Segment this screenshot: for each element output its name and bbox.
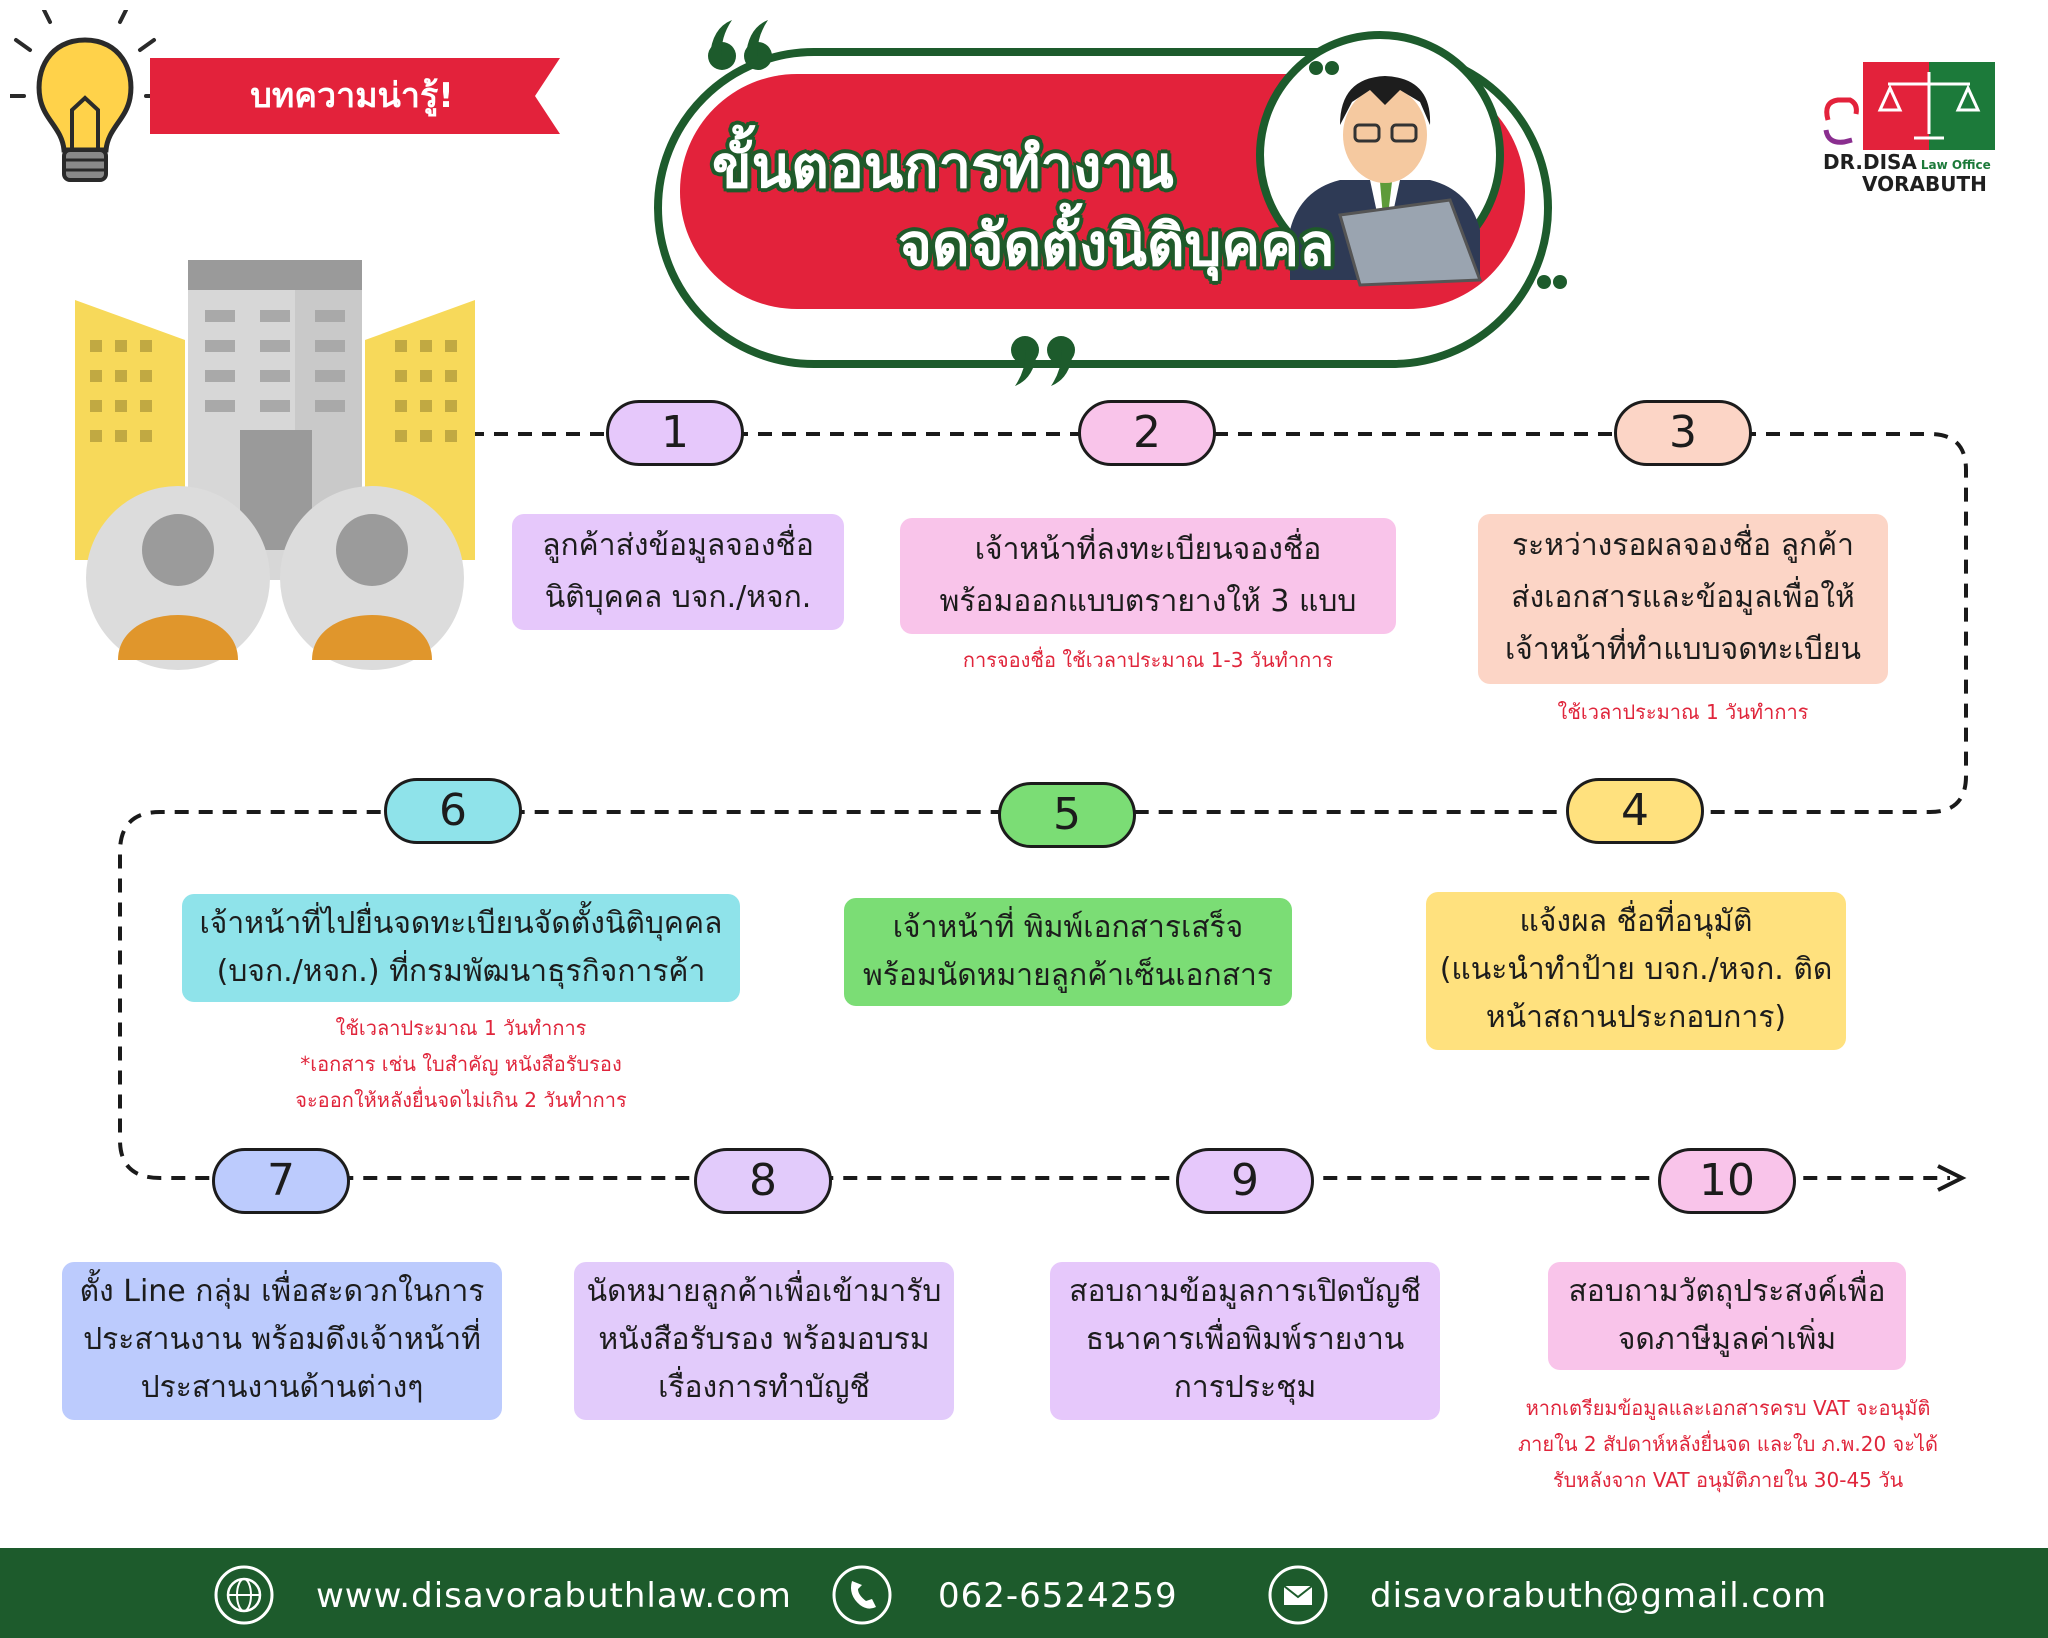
step-2-number: 2 xyxy=(1078,400,1216,466)
step-10-number: 10 xyxy=(1658,1148,1796,1214)
lightbulb-icon xyxy=(10,10,160,210)
step-9-description: สอบถามข้อมูลการเปิดบัญชี ธนาคารเพื่อพิมพ์รายงาน การประชุม xyxy=(1050,1262,1440,1420)
step-8-description: นัดหมายลูกค้าเพื่อเข้ามารับ หนังสือรับรอง พร้อมอบรม เรื่องการทำบัญชี xyxy=(574,1262,954,1420)
email-icon xyxy=(1268,1565,1328,1625)
globe-icon xyxy=(214,1565,274,1625)
step-6-description: เจ้าหน้าที่ไปยื่นจดทะเบียนจัดตั้งนิติบุคคล (บจก./หจก.) ที่กรมพัฒนาธุรกิจการค้า xyxy=(182,894,740,1002)
logo-name xyxy=(1823,150,1991,174)
step-7-description: ตั้ง Line กลุ่ม เพื่อสะดวกในการ ประสานงาน พร้อมดึงเจ้าหน้าที่ ประสานงานด้านต่างๆ xyxy=(62,1262,502,1420)
logo-surname: VORABUTH xyxy=(1862,172,1987,196)
step-2-description: เจ้าหน้าที่ลงทะเบียนจองชื่อ พร้อมออกแบบตรายางให้ 3 แบบ xyxy=(900,518,1396,634)
phone-link[interactable]: 062-6524259 xyxy=(938,1576,1178,1616)
step-9-number: 9 xyxy=(1176,1148,1314,1214)
step-5-description: เจ้าหน้าที่ พิมพ์เอกสารเสร็จ พร้อมนัดหมายลูกค้าเซ็นเอกสาร xyxy=(844,898,1292,1006)
title-line-1: ขั้นตอนการทำงาน xyxy=(712,133,1174,201)
step-1-number: 1 xyxy=(606,400,744,466)
step-4-number: 4 xyxy=(1566,778,1704,844)
step-8-number: 8 xyxy=(694,1148,832,1214)
step-6-number: 6 xyxy=(384,778,522,844)
step-1-description: ลูกค้าส่งข้อมูลจองชื่อ นิติบุคคล บจก./หจก. xyxy=(512,514,844,630)
step-3-description: ระหว่างรอผลจองชื่อ ลูกค้า ส่งเอกสารและข้อมูลเพื่อให้ เจ้าหน้าที่ทำแบบจดทะเบียน xyxy=(1478,514,1888,684)
website-link[interactable]: www.disavorabuthlaw.com xyxy=(316,1576,792,1616)
title-frame xyxy=(640,10,1580,395)
logo-subtitle: Law Office xyxy=(1920,158,1991,172)
step-2-note: การจองชื่อ ใช้เวลาประมาณ 1-3 วันทำการ xyxy=(962,648,1334,672)
step-6-note: ใช้เวลาประมาณ 1 วันทำการ *เอกสาร เช่น ใบสำคัญ หนังสือรับรอง จะออกให้หลังยื่นจดไม่เกิน 2 วันทำการ xyxy=(295,1016,627,1112)
phone-icon xyxy=(832,1565,892,1625)
banner-label: บทความน่ารู้! xyxy=(250,76,454,116)
title-line-2: จดจัดตั้งนิติบุคคล xyxy=(898,211,1335,279)
step-4-description: แจ้งผล ชื่อที่อนุมัติ (แนะนำทำป้าย บจก./หจก. ติด หน้าสถานประกอบการ) xyxy=(1426,892,1846,1050)
logo-name-text: DR.DISA xyxy=(1823,150,1917,174)
step-10-note: หากเตรียมข้อมูลและเอกสารครบ VAT จะอนุมัติ ภายใน 2 สัปดาห์หลังยื่นจด และใบ ภ.พ.20 จะได้ รับหลังจาก VAT อนุมัติภายใน 30-45 วัน xyxy=(1517,1396,1939,1492)
step-5-number: 5 xyxy=(998,782,1136,848)
step-3-note: ใช้เวลาประมาณ 1 วันทำการ xyxy=(1557,700,1809,724)
email-link[interactable]: disavorabuth@gmail.com xyxy=(1370,1576,1828,1616)
step-3-number: 3 xyxy=(1614,400,1752,466)
building-illustration xyxy=(70,260,480,680)
step-10-description: สอบถามวัตถุประสงค์เพื่อ จดภาษีมูลค่าเพิ่ม xyxy=(1548,1262,1906,1370)
step-7-number: 7 xyxy=(212,1148,350,1214)
